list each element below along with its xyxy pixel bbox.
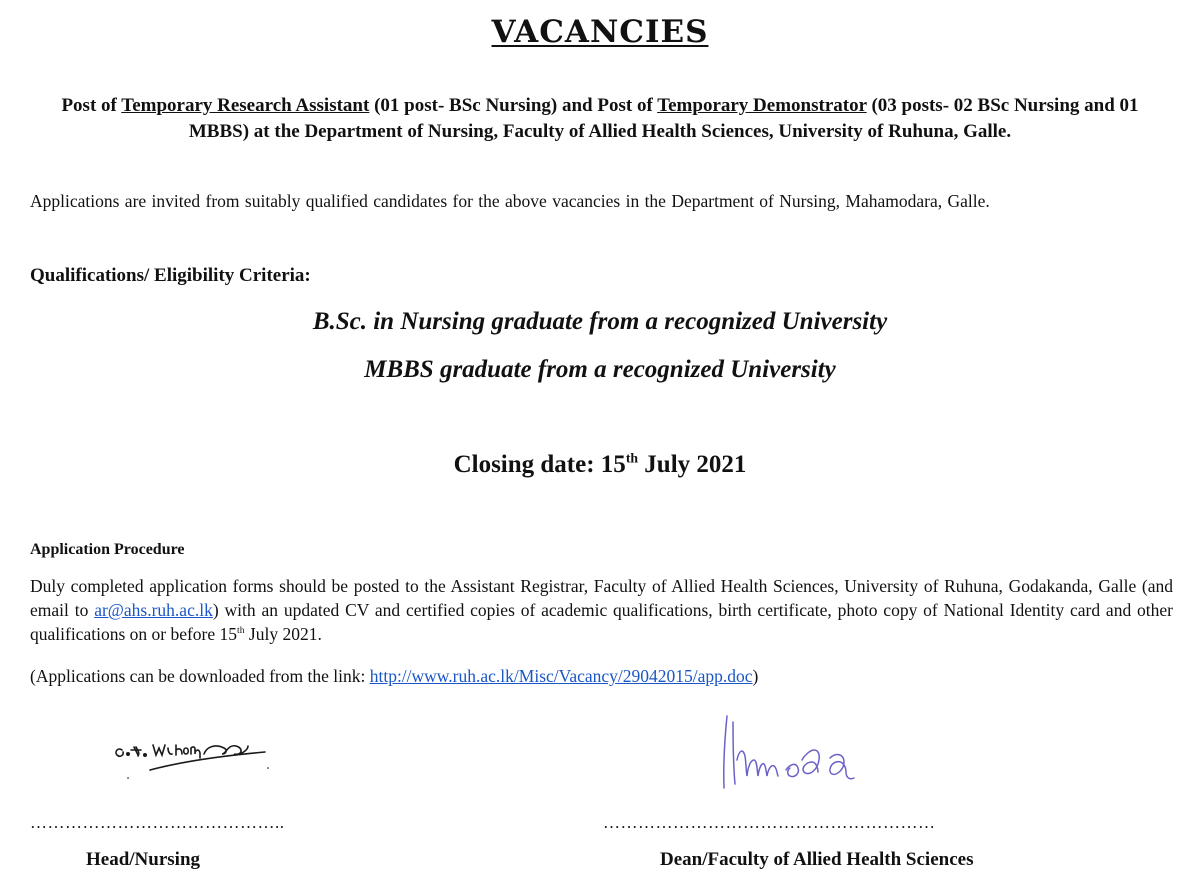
- post-demonstrator: Temporary Demonstrator: [657, 95, 867, 116]
- qualification-item: B.Sc. in Nursing graduate from a recognized University: [312, 308, 888, 335]
- email-link[interactable]: ar@ahs.ruh.ac.lk: [94, 600, 213, 620]
- qualifications-heading: Qualifications/ Eligibility Criteria:: [30, 265, 311, 286]
- signature-line-dean: …………………………………………………: [603, 813, 936, 832]
- role-dean: Dean/Faculty of Allied Health Sciences: [660, 849, 974, 870]
- signature-line-head: ……………………………………..: [30, 813, 285, 832]
- page-title: VACANCIES: [491, 14, 709, 50]
- post-heading: Post of Temporary Research Assistant (01 post- BSc Nursing) and Post of Temporary Demonstrator (03 posts- 02 BSc Nursing and 01 MBBS) at the Department of Nursing, Faculty of Allied Health Sciences, University of Ruhuna, Galle.: [61, 95, 1139, 142]
- post-research-assistant: Temporary Research Assistant: [121, 95, 370, 116]
- qualification-item: MBBS graduate from a recognized University: [364, 356, 836, 383]
- download-note: (Applications can be downloaded from the link: http://www.ruh.ac.lk/Misc/Vacancy/29042015/app.doc): [30, 666, 759, 686]
- download-link[interactable]: http://www.ruh.ac.lk/Misc/Vacancy/29042015/app.doc: [369, 666, 753, 686]
- head-signature: [116, 745, 268, 778]
- procedure-body: Duly completed application forms should be posted to the Assistant Registrar, Faculty of Allied Health Sciences, University of Ruhuna, Godakanda, Galle (and email to ar@ahs.ruh.ac.lk) with an updated CV and certified copies of academic qualifications, birth certificate, photo copy of National Identity card and other qualifications on or before 15th July 2021.: [30, 576, 1174, 644]
- procedure-heading: Application Procedure: [30, 541, 185, 558]
- role-head-nursing: Head/Nursing: [86, 849, 201, 870]
- intro-text: Applications are invited from suitably qualified candidates for the above vacancies in the Department of Nursing, Mahamodara, Galle.: [30, 191, 990, 211]
- closing-date: Closing date: 15th July 2021: [453, 450, 747, 478]
- dean-signature: [724, 716, 854, 788]
